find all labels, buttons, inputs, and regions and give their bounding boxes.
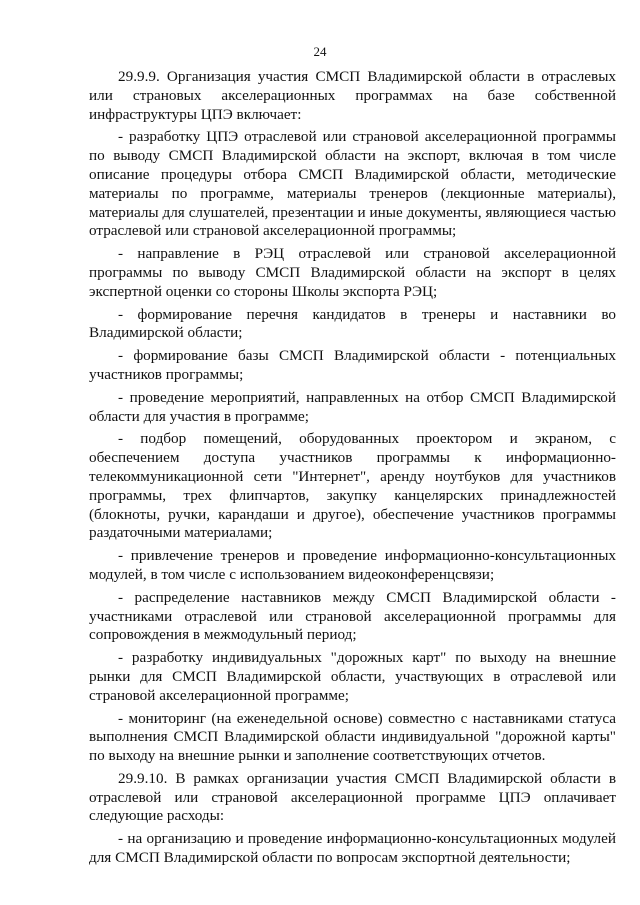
list-item-monitoring: - мониторинг (на еженедельной основе) совместно с наставниками статуса выполнения СМСП Владимирской области индивидуальной "дорожной карты" по выходу на внешние рынки и заполнение соответствующих отчетов. [89,709,616,765]
document-body [89,68,616,872]
list-item-program-development: - разработку ЦПЭ отраслевой или страновой акселерационной программы по выводу СМСП Владимирской области на экспорт, включая в том числе описание процедуры отбора СМСП Владимирской области, методические материалы по программе, материалы тренеров (лекционные материалы), материалы для слушателей, презентации и иные документы, являющиеся частью отраслевой или страновой акселерационной программы; [89,128,616,240]
paragraph-29-9-9-heading: 29.9.9. Организация участия СМСП Владимирской области в отраслевых или страновых акселерационных программах на базе собственной инфраструктуры ЦПЭ включает: [89,68,616,123]
list-item-trainer-candidates: - формирование перечня кандидатов в тренеры и наставники во Владимирской области; [89,305,616,342]
paragraph-29-9-10-heading: 29.9.10. В рамках организации участия СМСП Владимирской области в отраслевой или страновой акселерационной программе ЦПЭ оплачивает следующие расходы: [89,769,616,825]
list-item-roadmaps: - разработку индивидуальных "дорожных карт" по выходу на внешние рынки для СМСП Владимирской области, участвующих в отраслевой или страновой акселерационной программе; [89,649,616,704]
list-item-module-expenses: - на организацию и проведение информационно-консультационных модулей для СМСП Владимирской области по вопросам экспортной деятельности; [89,830,616,867]
list-item-rec-submission: - направление в РЭЦ отраслевой или страновой акселерационной программы по выводу СМСП Владимирской области на экспорт в целях экспертной оценки со стороны Школы экспорта РЭЦ; [89,245,616,300]
page-number: 24 [313,44,327,59]
list-item-mentor-distribution: - распределение наставников между СМСП Владимирской области - участниками отраслевой или страновой акселерационной программы для сопровождения в межмодульный период; [89,588,616,644]
list-item-selection-events: - проведение мероприятий, направленных на отбор СМСП Владимирской области для участия в программе; [89,388,616,425]
list-item-trainers-modules: - привлечение тренеров и проведение информационно-консультационных модулей, в том числе с использованием видеоконференцсвязи; [89,547,616,583]
list-item-premises-equipment: - подбор помещений, оборудованных проектором и экраном, с обеспечением доступа участников программы к информационно-телекоммуникационной сети "Интернет", аренду ноутбуков для участников программы, трех флипчартов, закупку канцелярских принадлежностей (блокноты, ручки, карандаши и другое), обеспечение участников программы раздаточными материалами; [89,430,616,542]
list-item-participant-base: - формирование базы СМСП Владимирской области - потенциальных участников программы; [89,347,616,383]
